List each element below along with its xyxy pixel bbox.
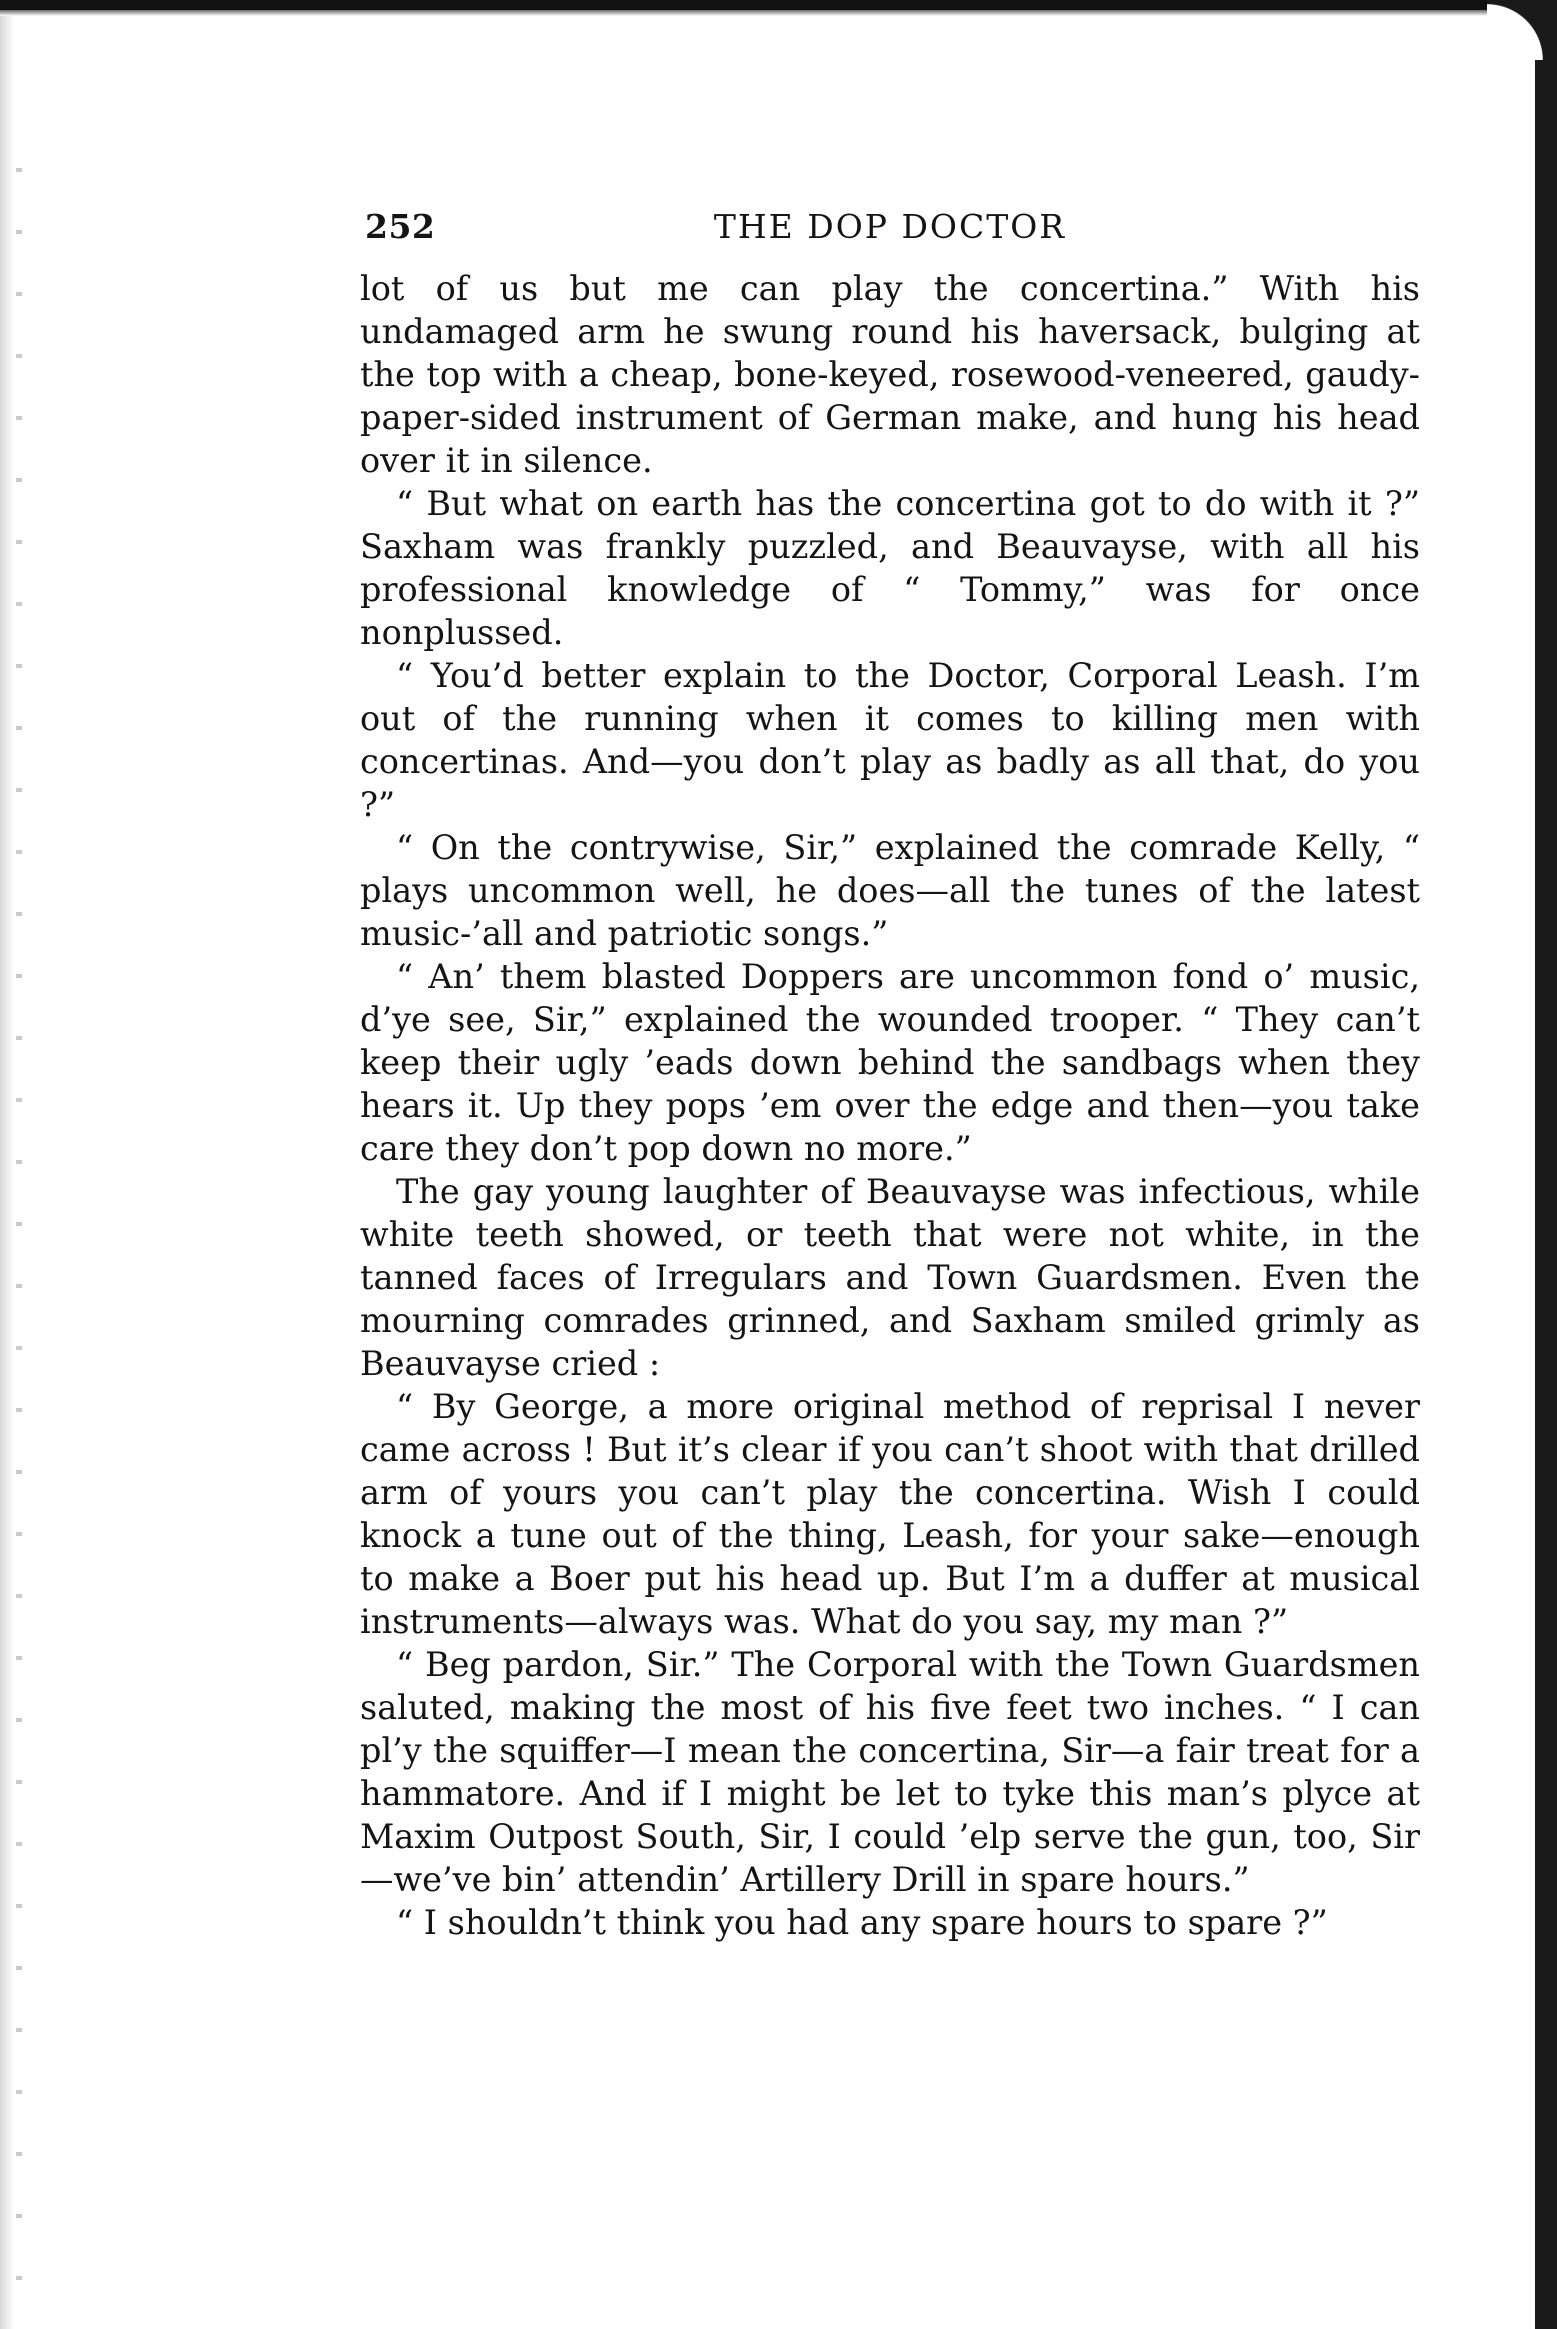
running-head [360,205,1420,267]
book-page [360,205,1420,2165]
page-corner [1487,0,1557,60]
paragraph: “ By George, a more original method of reprisal I never came across ! But it’s clear if you can’t shoot with that drilled arm of yours you can’t play the concertina. Wish I could knock a tune out of the thing, Leash, for your sake—enough to make a Boer put his head up. But I’m a duffer at musical instruments—always was. What do you say, my man ?” [360,1387,1420,1641]
book-gutter [0,0,14,2329]
paragraph: The gay young laughter of Beauvayse was infectious, while white teeth showed, or teeth that were not white, in the tanned faces of Irregulars and Town Guardsmen. Even the mourning comrades grinned, and Saxham smiled grimly as Beauvayse cried : [360,1172,1420,1383]
scan-top-edge [0,0,1557,10]
page-number: 252 [365,207,436,246]
paragraph: “ But what on earth has the concertina got to do with it ?” Saxham was frankly puzzled, and Beauvayse, with all his professional knowledge of “ Tommy,” was for once nonplussed. [360,484,1420,652]
scan-top-shadow [0,10,1557,16]
paragraph: “ I shouldn’t think you had any spare hours to spare ?” [396,1903,1328,1942]
running-title: THE DOP DOCTOR [713,207,1067,246]
paragraph: “ You’d better explain to the Doctor, Corporal Leash. I’m out of the running when it comes to killing men with concertinas. And—you don’t play as badly as all that, do you ?” [360,656,1420,824]
paragraph: lot of us but me can play the concertina.” With his undamaged arm he swung round his haversack, bulging at the top with a cheap, bone-keyed, rosewood-veneered, gaudy-paper-sided instrument of German make, and hung his head over it in silence. [360,269,1420,480]
paragraph: “ On the contrywise, Sir,” explained the comrade Kelly, “ plays uncommon well, he does—all the tunes of the latest music-’all and patriotic songs.” [360,828,1420,953]
gutter-binding-marks [16,110,22,2290]
paragraph: “ An’ them blasted Doppers are uncommon fond o’ music, d’ye see, Sir,” explained the wounded trooper. “ They can’t keep their ugly ’eads down behind the sandbags when they hears it. Up they pops ’em over the edge and then—you take care they don’t pop down no more.” [360,957,1420,1168]
body-text [360,267,1420,1944]
paragraph: “ Beg pardon, Sir.” The Corporal with the Town Guardsmen saluted, making the most of his five feet two inches. “ I can pl’y the squiffer—I mean the concertina, Sir—a fair treat for a hammatore. And if I might be let to tyke this man’s plyce at Maxim Outpost South, Sir, I could ’elp serve the gun, too, Sir—we’ve bin’ attendin’ Artillery Drill in spare hours.” [360,1645,1420,1899]
scan-right-edge [1535,0,1557,2329]
